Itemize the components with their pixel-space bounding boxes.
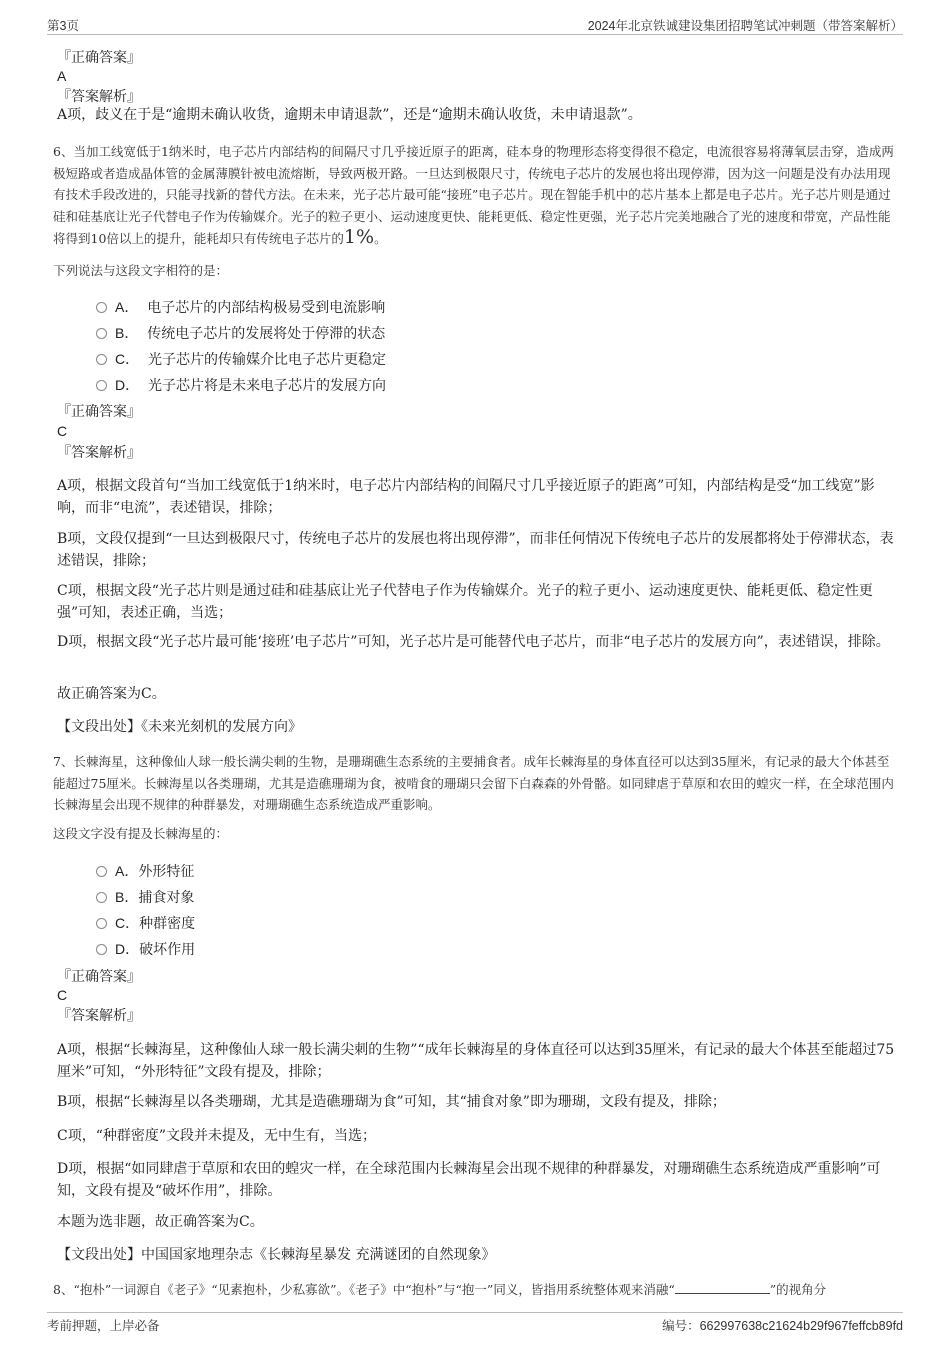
question-6-prompt: 下列说法与这段文字相符的是： (53, 263, 229, 278)
correct-answer-label: 『正确答案』 (57, 404, 141, 420)
question-7-text: 7、长棘海星，这种像仙人球一般长满尖刺的生物，是珊瑚礁生态系统的主要捕食者。成年长棘海星的身体直径可以达到35厘米，有记录的最大个体甚至能超过75厘米。长棘海星以各类珊瑚，尤其是造礁珊瑚为食，被啃食的珊瑚只会留下白森森的外骨骼。如同肆虐于草原和农田的蝗灾一样，在全球范围内长棘海星会出现不规律的种群暴发，对珊瑚礁生态系统造成严重影响。 (53, 754, 894, 812)
question-7-prompt: 这段文字没有提及长棘海星的： (53, 826, 229, 841)
option-a[interactable]: A．外形特征 (96, 861, 194, 882)
correct-answer-value: C (57, 423, 68, 439)
radio-icon[interactable] (96, 302, 107, 313)
option-d[interactable]: D． 光子芯片将是未来电子芯片的发展方向 (96, 375, 386, 396)
radio-icon[interactable] (96, 328, 107, 339)
analysis-d: D项，根据“如同肆虐于草原和农田的蝗灾一样，在全球范围内长棘海星会出现不规律的种群暴发，对珊瑚礁生态系统造成严重影响”可知，文段有提及“破坏作用”，排除。 (57, 1161, 881, 1199)
option-d[interactable]: D．破坏作用 (96, 939, 195, 960)
radio-icon[interactable] (96, 354, 107, 365)
question-8-text: 8、“抱朴”一词源自《老子》“见素抱朴，少私寡欲”。《老子》中“抱朴”与“抱一”同义，皆指用系统整体观来消融“ ”的视角分 (53, 1282, 827, 1297)
analysis-conclusion: 故正确答案为C。 (57, 686, 166, 702)
option-c[interactable]: C． 光子芯片的传输媒介比电子芯片更稳定 (96, 349, 386, 370)
radio-icon[interactable] (96, 892, 107, 903)
analysis-b: B项，根据“长棘海星以各类珊瑚，尤其是造礁珊瑚为食”可知，其“捕食对象”即为珊瑚，文段有提及，排除； (57, 1094, 726, 1110)
option-a[interactable]: A． 电子芯片的内部结构极易受到电流影响 (96, 297, 385, 318)
radio-icon[interactable] (96, 944, 107, 955)
correct-answer-label: 『正确答案』 (57, 50, 141, 66)
page-header (47, 14, 903, 35)
analysis-a: A项，根据“长棘海星，这种像仙人球一般长满尖刺的生物”“成年长棘海星的身体直径可以达到35厘米，有记录的最大个体甚至能超过75厘米”可知，“外形特征”文段有提及，排除； (57, 1042, 895, 1080)
option-c[interactable]: C．种群密度 (96, 913, 195, 934)
analysis-c: C项，根据文段“光子芯片则是通过硅和硅基底让光子代替电子作为传输媒介。光子的粒子更小、运动速度更快、能耗更低、稳定性更强”可知，表述正确，当选； (57, 583, 873, 621)
analysis-label: 『答案解析』 (57, 445, 141, 461)
analysis-c: C项，“种群密度”文段并未提及，无中生有，当选； (57, 1128, 377, 1144)
option-b[interactable]: B． 传统电子芯片的发展将处于停滞的状态 (96, 323, 385, 344)
question-6-text: 6、当加工线宽低于1纳米时，电子芯片内部结构的间隔尺寸几乎接近原子的距离，硅本身的物理形态将变得很不稳定，电流很容易将薄氧层击穿，造成两极短路或者造成晶体管的金属薄膜针被电流熔断，导致两极开路。一旦达到极限尺寸，传统电子芯片的发展也将出现停滞，因为这一问题是没有办法用现有技术手段改进的，只能寻找新的替代方法。在未来，光子芯片最可能“接班”电子芯片。现在智能手机中的芯片基本上都是电子芯片。光子芯片则是通过硅和硅基底让光子代替电子作为传输媒介。光子的粒子更小、运动速度更快、能耗更低、稳定性更强，光子芯片完美地融合了光的速度和带宽，产品性能将得到10倍以上的提升，能耗却只有传统电子芯片的1%。 (53, 144, 894, 248)
analysis-label: 『答案解析』 (57, 89, 141, 105)
source-citation: 【文段出处】中国国家地理杂志《长棘海星暴发 充满谜团的自然现象》 (57, 1247, 496, 1263)
option-b[interactable]: B．捕食对象 (96, 887, 194, 908)
analysis-conclusion: 本题为选非题，故正确答案为C。 (57, 1214, 264, 1230)
radio-icon[interactable] (96, 866, 107, 877)
correct-answer-value: A (57, 68, 67, 84)
analysis-text: A项，歧义在于是“逾期未确认收货，逾期未申请退款”，还是“逾期未确认收货，未申请退款”。 (57, 107, 642, 123)
source-citation: 【文段出处】《未来光刻机的发展方向》 (57, 719, 302, 735)
page-number: 第3页 (47, 19, 79, 33)
footer-slogan: 考前押题，上岸必备 (47, 1319, 160, 1333)
fill-in-blank (675, 1283, 770, 1294)
correct-answer-value: C (57, 987, 68, 1003)
percent-formula: 1% (343, 226, 375, 248)
radio-icon[interactable] (96, 380, 107, 391)
analysis-b: B项，文段仅提到“一旦达到极限尺寸，传统电子芯片的发展也将出现停滞”，而非任何情况下传统电子芯片的发展都将处于停滞状态，表述错误，排除； (57, 531, 894, 569)
correct-answer-label: 『正确答案』 (57, 969, 141, 985)
analysis-d: D项，根据文段“光子芯片最可能‘接班’电子芯片”可知，光子芯片是可能替代电子芯片，而非“电子芯片的发展方向”，表述错误，排除。 (57, 634, 890, 650)
document-id: 编号：662997638c21624b29f967feffcb89fd (662, 1319, 903, 1333)
document-title: 2024年北京铁诚建设集团招聘笔试冲刺题（带答案解析） (587, 19, 903, 33)
page-footer (47, 1312, 903, 1333)
analysis-a: A项，根据文段首句“当加工线宽低于1纳米时，电子芯片内部结构的间隔尺寸几乎接近原子的距离”可知，内部结构是受“加工线宽”影响，而非“电流”，表述错误，排除； (57, 478, 875, 516)
analysis-label: 『答案解析』 (57, 1008, 141, 1024)
radio-icon[interactable] (96, 918, 107, 929)
